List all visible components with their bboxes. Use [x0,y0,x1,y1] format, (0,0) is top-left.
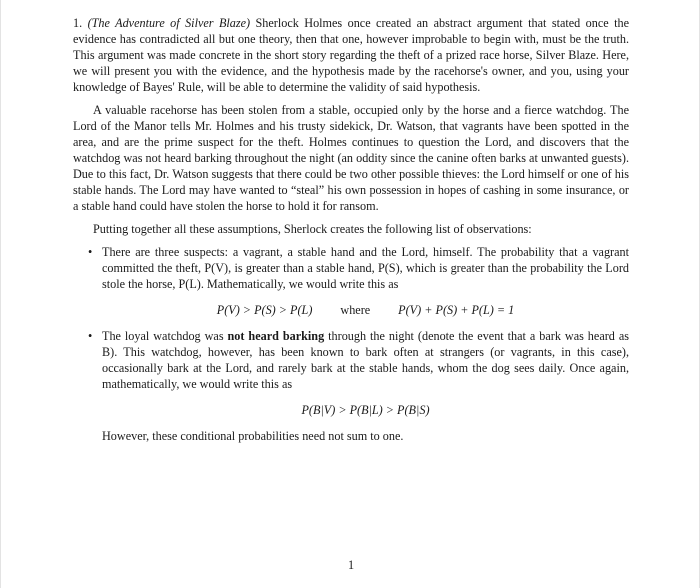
bullet-marker: • [88,245,93,259]
closing-note: However, these conditional probabilities need not sum to one. [102,429,404,443]
list-item [88,244,629,318]
bullet-text-end: through the night (denote the event that a bark was heard as B). This watchdog, however, has been known to bark often at strangers (or vagrants, in this case), occasionally bark at the Lord, and rarely bark at the stable hands, whom the dog sees daily. Once again, mathematically, we would write this as [102,329,629,391]
equation-where: where [340,303,371,317]
bullet-bold-text: not heard barking [227,329,325,343]
list-item [88,328,629,444]
bullet-text: There are three suspects: a vagrant, a stable hand and the Lord, himself. The probability that a vagrant committed the theft, P(V), is greater than a stable hand, P(S), which is greater than the probability the Lord stole the horse, P(L). Mathematically, we would write this as [102,245,629,291]
story-paragraph: A valuable racehorse has been stolen from a stable, occupied only by the horse and a fierce watchdog. The Lord of the Manor tells Mr. Holmes and his trusty sidekick, Dr. Watson, that vagrants have been spotted in the area, and are the prime suspect for the theft. Holmes continues to question the Lord, and discovers that the watchdog was not heard barking throughout the night (an oddity since the canine often barks at unwanted guests). Due to this fact, Dr. Watson suggests that there could be two other possible thieves: the Lord himself or one of his stable hands. The Lord may have wanted to “steal” his own possession in hopes of cashing in some insurance, or a stable hand could have stolen the horse to hold it for ransom. [73,103,629,213]
bullet-marker: • [88,329,93,343]
problem-number: 1. [73,16,83,30]
equation-conditional: P(B|V) > P(B|L) > P(B|S) [301,403,430,417]
page-number: 1 [347,558,355,572]
bullet-text-start: The loyal watchdog was [102,329,224,343]
intro-text: Sherlock Holmes once created an abstract argument that stated once the evidence has contradicted all but one theory, then that one, however improbable to begin with, must be the truth. This argument was made concrete in the short story regarding the theft of a prized race horse, Silver Blaze. Here, we will present you with the evidence, and the hypothesis made by the racehorse's owner, and you, using your knowledge of Bayes' Rule, will be able to determine the validity of said hypothesis. [73,16,630,94]
equation-ordering: P(V) > P(S) > P(L) [216,303,313,317]
observations-lead: Putting together all these assumptions, Sherlock creates the following list of observations: [93,222,532,236]
observation-list [73,244,629,444]
equation-prior [102,302,629,318]
equation-sum: P(V) + P(S) + P(L) = 1 [398,303,515,317]
problem-title: (The Adventure of Silver Blaze) [87,16,251,30]
intro-paragraph [73,15,629,95]
page-content [73,15,629,451]
